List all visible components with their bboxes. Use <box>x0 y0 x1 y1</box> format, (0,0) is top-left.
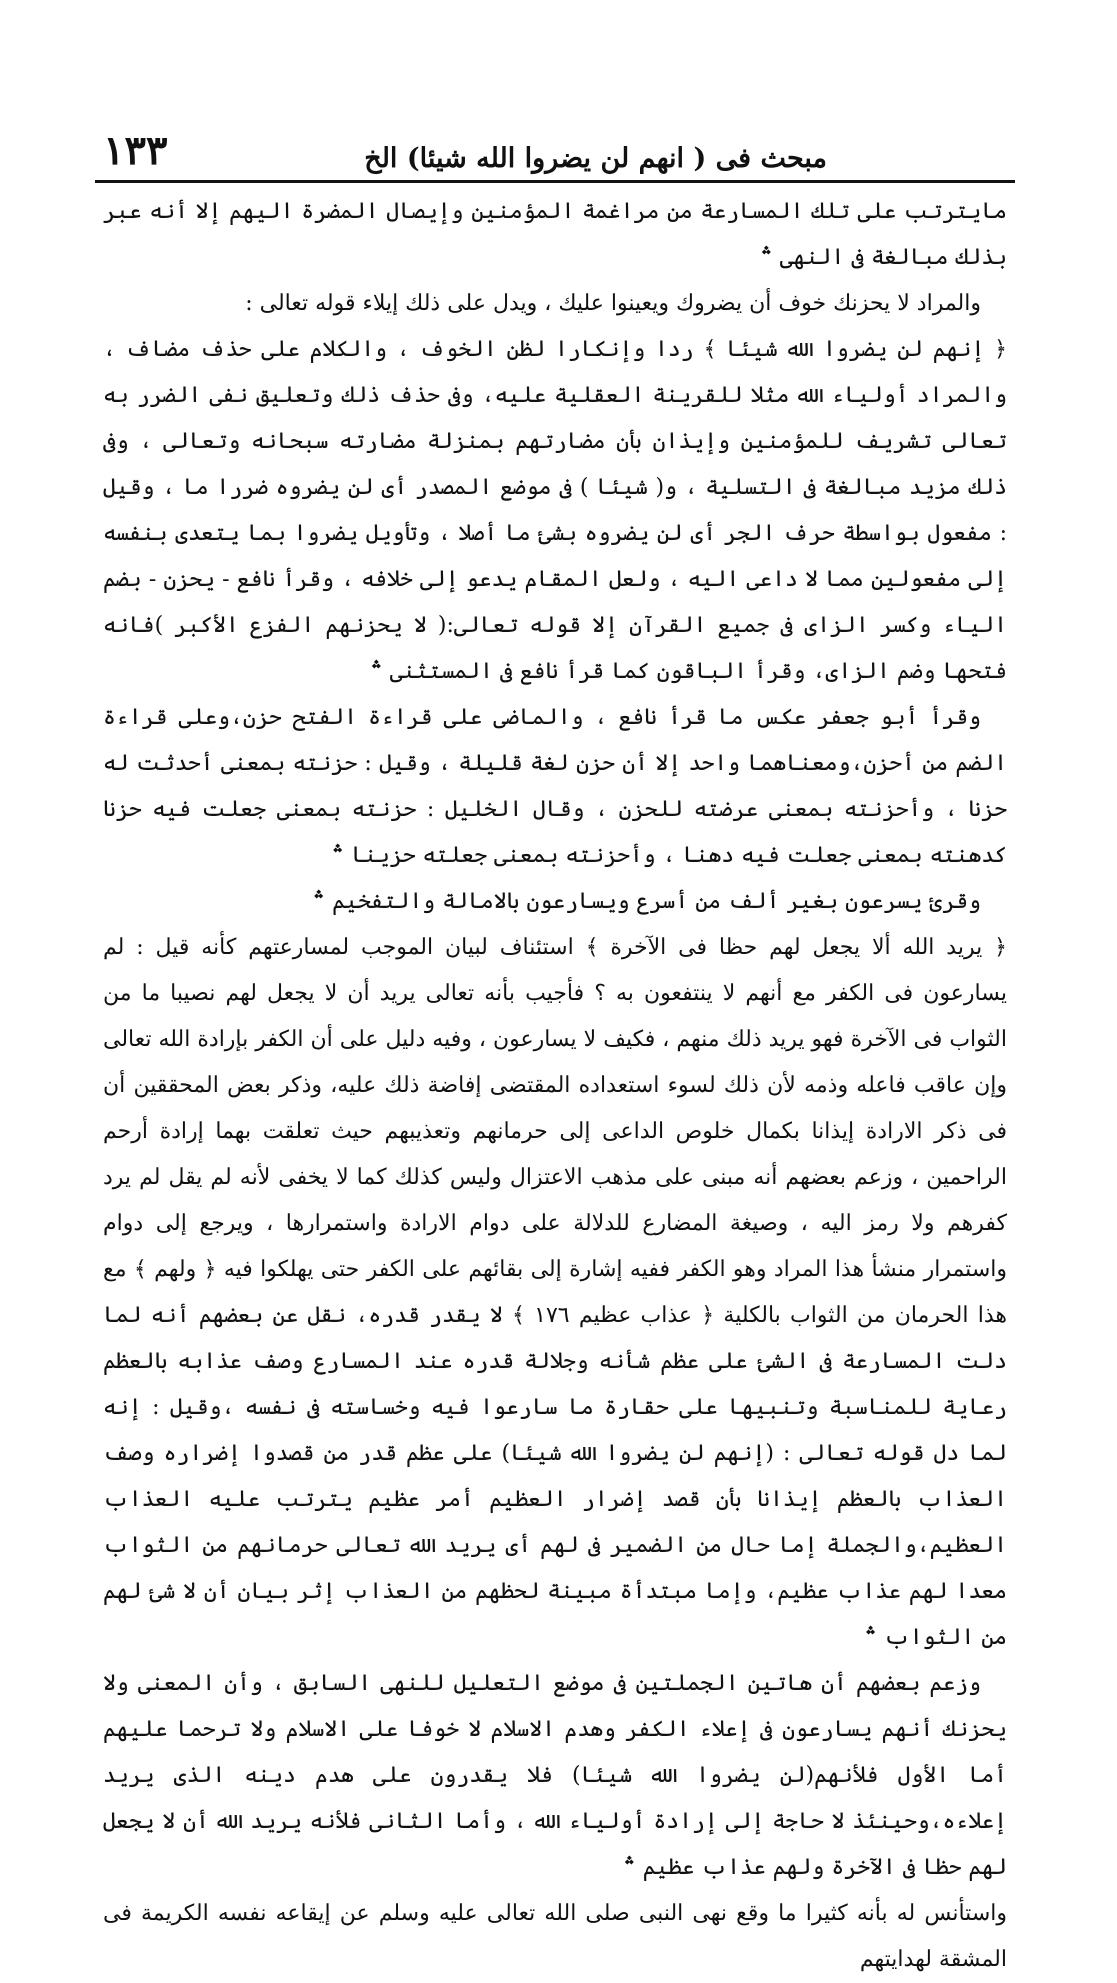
paragraph: ﴿ يريد الله ألا يجعل لهم حظا فى الآخرة ﴾ استئناف لبيان الموجب لمسارعتهم كأنه قيل : لم يسارعون فى الكفر مع أنهم لا ينتفعون به ؟ فأجيب بأنه تعالى يريد أن لا يجعل لهم نصيبا ما من الثواب فى الآخرة فهو يريد ذلك منهم ، فكيف لا يسارعون ، وفيه دليل على أن الكفر بإرادة الله تعالى وإن عاقب فاعله وذمه لأن ذلك لسوء استعداده المقتضى إفاضة ذلك عليه، وذكر بعض المحققين أن فى ذكر الارادة إيذانا بكمال خلوص الداعى إلى حرمانهم وتعذيبهم حيث تعلقت بهما إرادة أرحم الراحمين ، وزعم بعضهم أنه مبنى على مذهب الاعتزال وليس كذلك كما لا يخفى لأنه لم يقل لم يرد كفرهم ولا رمز اليه ، وصيغة المضارع للدلالة على دوام الارادة واستمرارها ، ويرجع إلى دوام واستمرار منشأ هذا المراد وهو الكفر ففيه إشارة إلى بقائهم على الكفر حتى يهلكوا فيه ﴿ ولهم ﴾ مع هذا الحرمان من الثواب بالكلية ﴿ عذاب عظيم ١٧٦ ﴾ لا يقدر قدره، نقل عن بعضهم أنه لما دلت المسارعة فى الشئ على عظم شأنه وجلالة قدره عند المسارع وصف عذابه بالعظم رعاية للمناسبة وتنبيها على حقارة ما سارعوا فيه وخساسته فى نفسه ،وقيل : إنه لما دل قوله تعالى : (إنهم لن يضروا الله شيئا) على عظم قدر من قصدوا إضراره وصف العذاب بالعظم إيذانا بأن قصد إضرار العظيم أمر عظيم يترتب عليه العذاب العظيم،والجملة إما حال من الضمير فى لهم أى يريد الله تعالى حرمانهم من الثواب معدا لهم عذاب عظيم، وإما مبتدأة مبينة لحظهم من العذاب إثر بيان أن لا شئ لهم من الثواب ؞ <box>103 935 1007 1650</box>
paragraph: مايترتب على تلك المسارعة من مراغمة المؤمنين وإيصال المضرة اليهم إلا أنه عبر بذلك مبالغة فى النهى ؞ <box>103 199 1007 270</box>
paragraph: وقرئ يسرعون بغير ألف من أسرع ويسارعون بالامالة والتفخيم ؞ <box>312 889 981 914</box>
document-page <box>95 120 1015 1972</box>
paragraph: ﴿ إنهم لن يضروا الله شيئا ﴾ ردا وإنكارا لظن الخوف ، والكلام على حذف مضاف ، والمراد أولياء الله مثلا للقرينة العقلية عليه، وفى حذف ذلك وتعليق نفى الضرر به تعالى تشريف للمؤمنين وإيذان بأن مضارتهم بمنزلة مضارته سبحانه وتعالى ، وفى ذلك مزيد مبالغة فى التسلية ، و( شيئا ) فى موضع المصدر أى لن يضروه ضررا ما ، وقيل : مفعول بواسطة حرف الجر أى لن يضروه بشئ ما أصلا ، وتأويل يضروا بما يتعدى بنفسه إلى مفعولين مما لا داعى اليه ، ولعل المقام يدعو إلى خلافه ، وقرأ نافع - يحزن - بضم الياء وكسر الزاى فى جميع القرآن إلا قوله تعالى:( لا يحزنهم الفزع الأكبر )فانه فتحها وضم الزاى، وقرأ الباقون كما قرأ نافع فى المستثنى ؞ <box>103 337 1007 684</box>
paragraph: واستأنس له بأنه كثيرا ما وقع نهى النبى صلى الله تعالى عليه وسلم عن إيقاعه نفسه الكريمة فى المشقة لهدايتهم <box>103 1901 1007 1972</box>
paragraph: والمراد لا يحزنك خوف أن يضروك ويعينوا عليك ، ويدل على ذلك إيلاء قوله تعالى : <box>245 291 981 316</box>
page-header <box>95 120 1015 180</box>
paragraph: وزعم بعضهم أن هاتين الجملتين فى موضع التعليل للنهى السابق ، وأن المعنى ولا يحزنك أنهم يسارعون فى إعلاء الكفر وهدم الاسلام لا خوفا على الاسلام ولا ترحما عليهم أما الأول فلأنهم(لن يضروا الله شيئا) فلا يقدرون على هدم دينه الذى يريد إعلاءه،وحينئذ لا حاجة إلى إرادة أولياء الله ، وأما الثانى فلأنه يريد الله أن لا يجعل لهم حظا فى الآخرة ولهم عذاب عظيم ؞ <box>103 1671 1007 1880</box>
body-text <box>95 189 1015 1983</box>
running-title: مبحث فى ( انهم لن يضروا الله شيئا) الخ <box>364 143 827 174</box>
header-rule <box>95 180 1015 183</box>
page-number: ١٣٣ <box>103 127 168 174</box>
paragraph: وقرأ أبو جعفر عكس ما قرأ نافع ، والماضى على قراءة الفتح حزن،وعلى قراءة الضم من أحزن،ومعناهما واحد إلا أن حزن لغة قليلة ، وقيل : حزنته بمعنى أحدثت له حزنا ، وأحزنته بمعنى عرضته للحزن ، وقال الخليل : حزنته بمعنى جعلت فيه حزنا كدهنته بمعنى جعلت فيه دهنا ، وأحزنته بمعنى جعلته حزينا ؞ <box>103 705 1007 868</box>
